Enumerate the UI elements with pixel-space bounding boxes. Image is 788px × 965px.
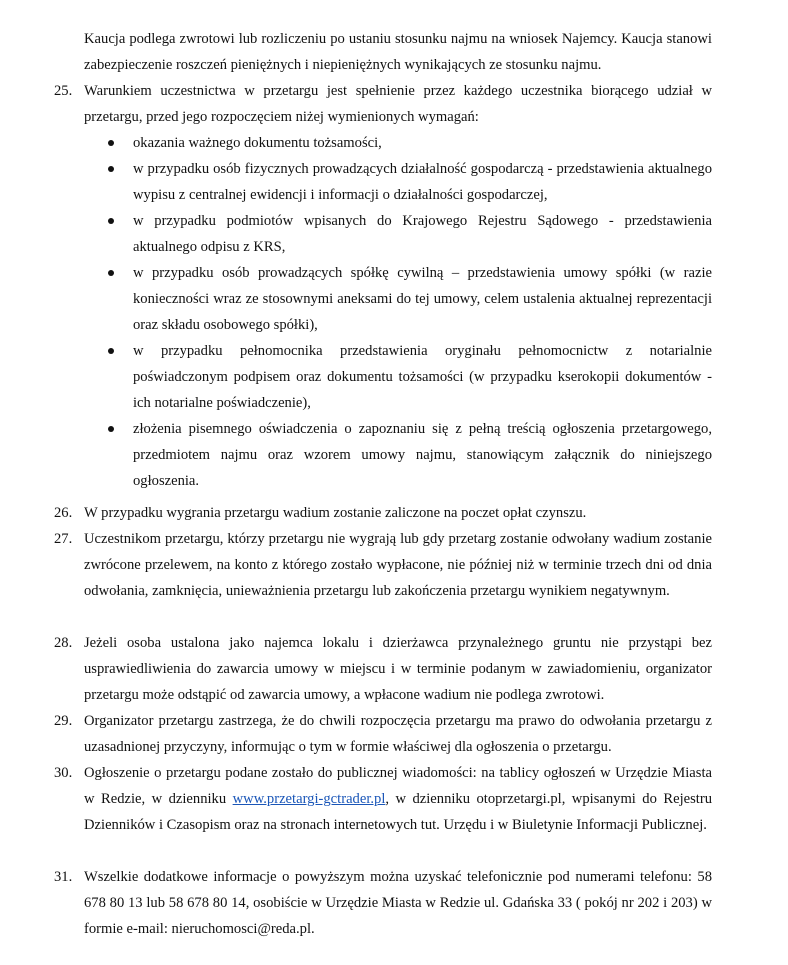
item-text-30 — [84, 760, 712, 838]
bullet-icon — [108, 348, 114, 354]
item-number-26: 26. — [54, 505, 73, 521]
item-text-29: Organizator przetargu zastrzega, że do chwili rozpoczęcia przetargu ma prawo do odwołania przetargu z uzasadnionej przyczyny, informując o tym w formie właściwej dla ogłoszenia o przetargu. — [84, 713, 712, 755]
bullet-icon — [108, 426, 114, 432]
bullet-item: w przypadku osób fizycznych prowadzących działalność gospodarczą - przedstawienia aktualnego wypisu z centralnej ewidencji i informacji o działalności gospodarczej, — [133, 161, 712, 203]
bullet-item: okazania ważnego dokumentu tożsamości, — [133, 135, 382, 151]
bullet-icon — [108, 140, 114, 146]
item-number-31: 31. — [54, 869, 73, 885]
item-text-28: Jeżeli osoba ustalona jako najemca lokalu i dzierżawca przynależnego gruntu nie przystąpi bez usprawiedliwienia do zawarcia umowy w miejscu i w terminie podanym w zawiadomieniu, organizator przetargu może odstąpić od zawarcia umowy, a wpłacone wadium nie podlega zwrotowi. — [84, 635, 712, 703]
bullet-icon — [108, 218, 114, 224]
bullet-item: w przypadku osób prowadzących spółkę cywilną – przedstawienia umowy spółki (w razie konieczności wraz ze stosownymi aneksami do tej umowy, celem ustalenia aktualnej reprezentacji oraz składu osobowego spółki), — [133, 265, 712, 333]
item-text-26: W przypadku wygrania przetargu wadium zostanie zaliczone na poczet opłat czynszu. — [84, 505, 587, 521]
bullet-item: w przypadku podmiotów wpisanych do Krajowego Rejestru Sądowego - przedstawienia aktualnego odpisu z KRS, — [133, 213, 712, 255]
item-text-27: Uczestnikom przetargu, którzy przetargu nie wygrają lub gdy przetarg zostanie odwołany wadium zostanie zwrócone przelewem, na konto z którego zostało wypłacone, nie później niż w terminie trzech dni od dnia odwołania, zamknięcia, unieważnienia przetargu lub zakończenia przetargu wynikiem negatywnym. — [84, 531, 712, 599]
item-text-25: Warunkiem uczestnictwa w przetargu jest spełnienie przez każdego uczestnika biorącego udział w przetargu, przed jego rozpoczęciem niżej wymienionych wymagań: — [84, 83, 712, 125]
gctrader-link[interactable]: www.przetargi-gctrader.pl — [232, 791, 386, 807]
item-text-30-before: Ogłoszenie o przetargu podane zostało do publicznej wiadomości: na tablicy ogłoszeń w Urzędzie Miasta w Redzie, w dzienniku — [84, 765, 712, 807]
item-number-28: 28. — [54, 635, 73, 651]
item-text-30-after: , w dzienniku otoprzetargi.pl, wpisanymi do Rejestru Dzienników i Czasopism oraz na stronach internetowych tut. Urzędu i w Biuletynie Informacji Publicznej. — [84, 791, 712, 833]
bullet-item: w przypadku pełnomocnika przedstawienia oryginału pełnomocnictw z notarialnie poświadczonym podpisem oraz dokumentu tożsamości (w przypadku kserokopii dokumentów - ich notarialne poświadczenie), — [133, 343, 712, 411]
item-number-25: 25. — [54, 83, 73, 99]
item-number-27: 27. — [54, 531, 73, 547]
intro-paragraph: Kaucja podlega zwrotowi lub rozliczeniu po ustaniu stosunku najmu na wniosek Najemcy. Kaucja stanowi zabezpieczenie roszczeń pieniężnych i niepieniężnych wynikających ze stosunku najmu. — [84, 31, 712, 73]
item-number-29: 29. — [54, 713, 73, 729]
item-text-31: Wszelkie dodatkowe informacje o powyższym można uzyskać telefonicznie pod numerami telefonu: 58 678 80 13 lub 58 678 80 14, osobiście w Urzędzie Miasta w Redzie ul. Gdańska 33 ( pokój nr 202 i 203) w formie e-mail: nieruchomosci@reda.pl. — [84, 869, 712, 937]
bullet-icon — [108, 166, 114, 172]
bullet-item: złożenia pisemnego oświadczenia o zapoznaniu się z pełną treścią ogłoszenia przetargowego, przedmiotem najmu oraz wzorem umowy najmu, stanowiącym załącznik do niniejszego ogłoszenia. — [133, 421, 712, 489]
bullet-icon — [108, 270, 114, 276]
item-number-30: 30. — [54, 765, 73, 781]
